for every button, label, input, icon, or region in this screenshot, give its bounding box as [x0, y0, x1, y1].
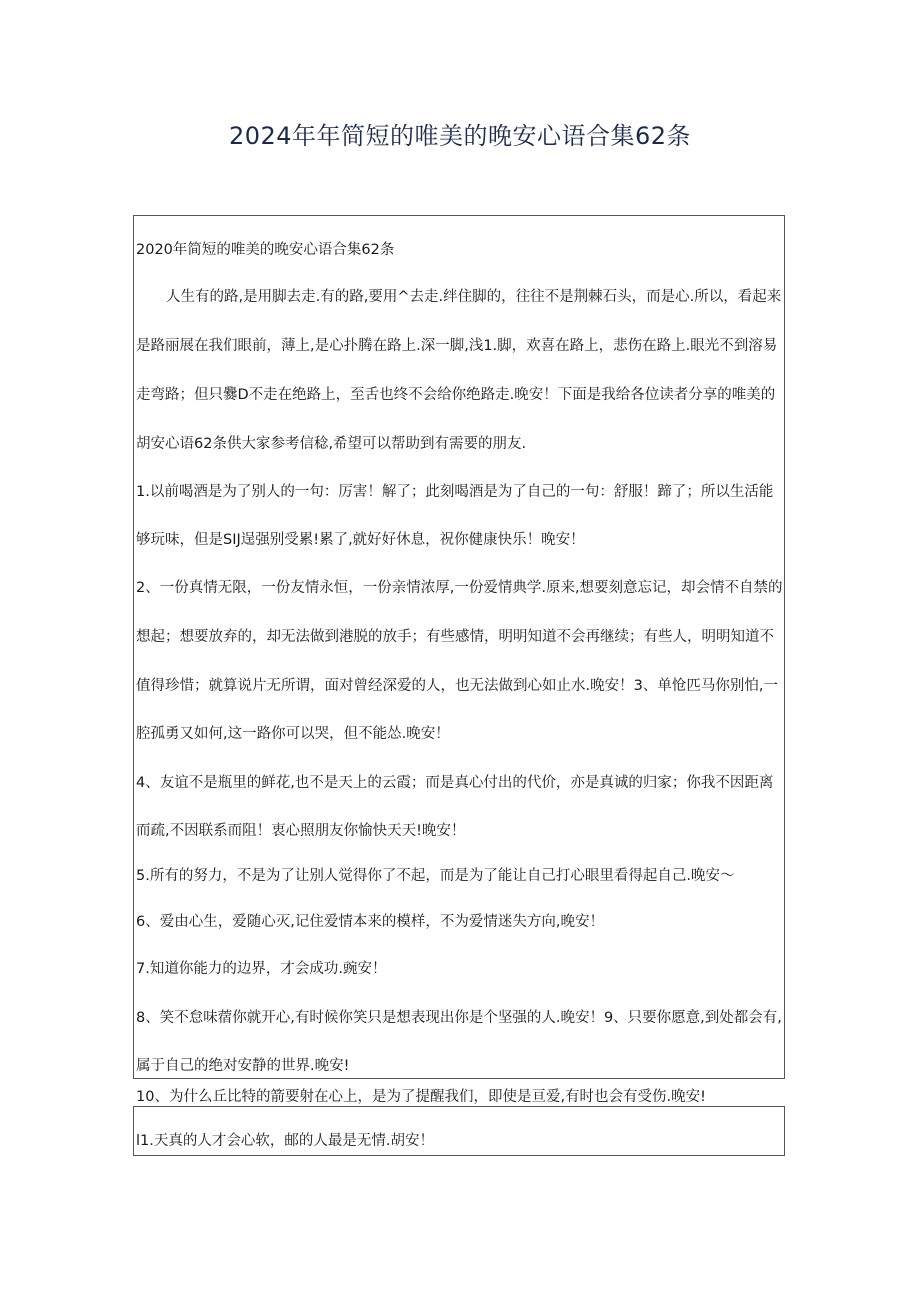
- text-line: 胡安心语62条供大家参考信稔,希望可以帮助到有需要的朋友.: [136, 436, 527, 452]
- text-line: 2、一份真情无限，一份友情永恒，一份亲情浓厚,一份爱情典学.原来,想要刻意忘记，却会情不自禁的: [136, 580, 783, 596]
- text-line: 够玩味，但是SIJ逞强别受累!累了,就好好休息，祝你健康快乐！晚安！: [136, 532, 585, 548]
- text-line: 7.知道你能力的边界，才会成功.豌安！: [136, 961, 387, 977]
- text-line: 人生有的路,是用脚去走.有的路,要用^去走.绊住脚的，往往不是荆棘石头，而是心.所以，看起来: [166, 289, 782, 305]
- document-title: 2024年年简短的唯美的晚安心语合集62条: [228, 122, 692, 150]
- text-line: l1.天真的人才会心软，邮的人最是无情.胡安！: [136, 1133, 434, 1149]
- text-line: 而疏,不因联系而阻！衷心照朋友你愉快天天!晚安！: [136, 823, 466, 839]
- text-line: 5.所有的努力，不是为了让别人觉得你了不起，而是为了能让自己打心眼里看得起自己.晚安〜: [136, 868, 735, 884]
- text-line: 4、友谊不是瓶里的鲜花,也不是天上的云霞；而是真心付出的代价，亦是真诚的归家；你我不因距离: [136, 775, 774, 791]
- text-line: 6、爱由心生，爱随心灭,记住爱情本来的模样，不为爱情迷失方向,晚安！: [136, 914, 604, 930]
- text-line: 值得珍惜；就算说片无所谓，面对曾经深爱的人，也无法做到心如止水.晚安！3、单怆匹马你别怕,一: [136, 678, 778, 694]
- text-line: 8、笑不怠味蓿你就开心,有时候你笑只是想表现出你是个坚强的人.晚安！9、只要你愿意,到处都会有,: [136, 1010, 782, 1026]
- text-line: 属于自己的绝对安静的世界.晚安!: [136, 1058, 350, 1074]
- text-line: 2020年简短的唯美的晚安心语合集62条: [136, 242, 395, 258]
- text-line: 1.以前喝酒是为了别人的一句：厉害！解了；此刻喝酒是为了自己的一句：舒服！蹄了；所以生活能: [136, 484, 774, 500]
- text-line: 走弯路；但只爨D不走在绝路上，至舌也终不会给你绝路走.晚安！下面是我给各位读者分享的唯美的: [136, 387, 776, 403]
- text-line: 想起；想要放弃的，却无法做到港脱的放手；有些感情，明明知道不会再继续；有些人，明明知道不: [136, 629, 774, 645]
- text-line: 是路丽展在我们眼前，薄上,是心扑腾在路上.深一脚,浅1.脚，欢喜在路上，悲伤在路上.眼光不到溶易: [136, 338, 778, 354]
- text-line: 10、为什么丘比特的箭要射在心上，是为了提醒我们，即使是亘爱,有时也会有受伤.晚安!: [136, 1089, 706, 1105]
- text-line: 腔孤勇又如何,这一路你可以哭，但不能怂.晚安！: [136, 726, 450, 742]
